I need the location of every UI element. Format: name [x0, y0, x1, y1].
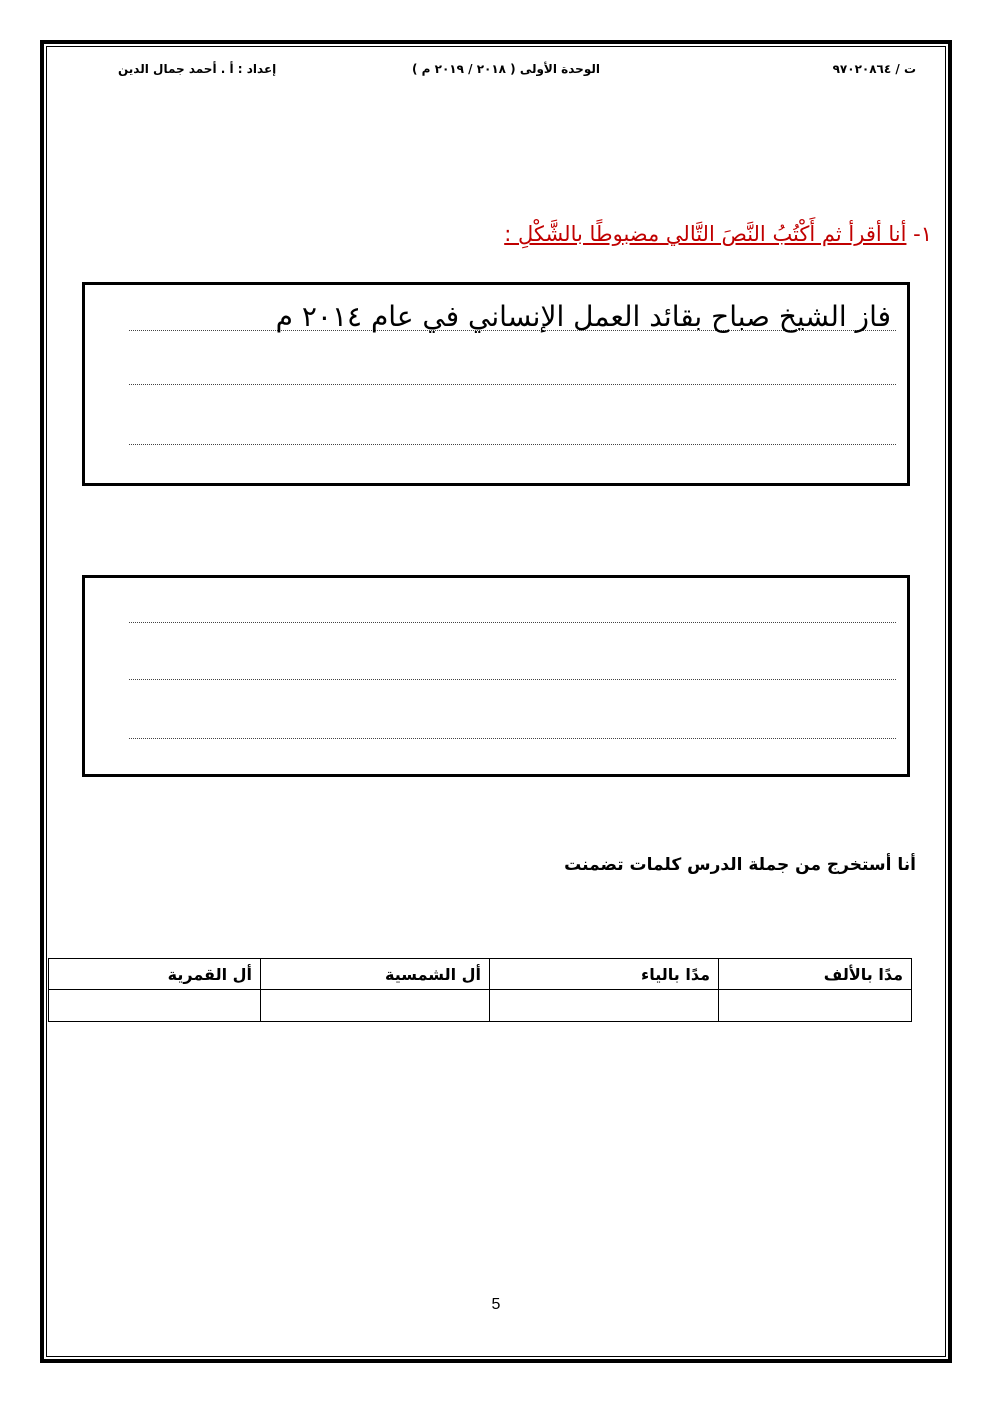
model-text-box [82, 282, 910, 486]
header-phone: ت / ٩٧٠٢٠٨٦٤ [832, 62, 916, 76]
section-heading [504, 222, 932, 246]
extraction-question: أنا أستخرج من جملة الدرس كلمات تضمنت [564, 855, 916, 875]
model-sentence: فاز الشيخ صباح بقائد العمل الإنساني في عام ٢٠١٤ م [275, 300, 891, 333]
writing-line[interactable] [129, 679, 896, 680]
header-cell-yaa: مدًا بالياء [490, 959, 719, 990]
answer-cell-shamsiya[interactable] [261, 990, 490, 1022]
writing-box [82, 575, 910, 777]
header-author: إعداد : أ . أحمد جمال الدين [118, 62, 277, 76]
section-number: ١- [913, 222, 932, 246]
header-cell-shamsiya: أل الشمسية [261, 959, 490, 990]
page-number: 5 [491, 1296, 501, 1313]
word-classification-table [48, 958, 912, 1022]
writing-line[interactable] [129, 622, 896, 623]
answer-cell-yaa[interactable] [490, 990, 719, 1022]
table-header-row [49, 959, 912, 990]
answer-cell-alef[interactable] [719, 990, 912, 1022]
section-title: أنا أقرأ ثم أَكْتُبُ النَّصَ التَّالي مضبوطًا بالشَّكْلِ : [504, 222, 907, 246]
header-cell-alef: مدًا بالألف [719, 959, 912, 990]
header-cell-qamariya: أل القمرية [49, 959, 261, 990]
header-unit: الوحدة الأولى ( ٢٠١٨ / ٢٠١٩ م ) [412, 62, 600, 76]
writing-line[interactable] [129, 738, 896, 739]
writing-line[interactable] [129, 384, 896, 385]
writing-line[interactable] [129, 444, 896, 445]
table-answer-row [49, 990, 912, 1022]
answer-cell-qamariya[interactable] [49, 990, 261, 1022]
